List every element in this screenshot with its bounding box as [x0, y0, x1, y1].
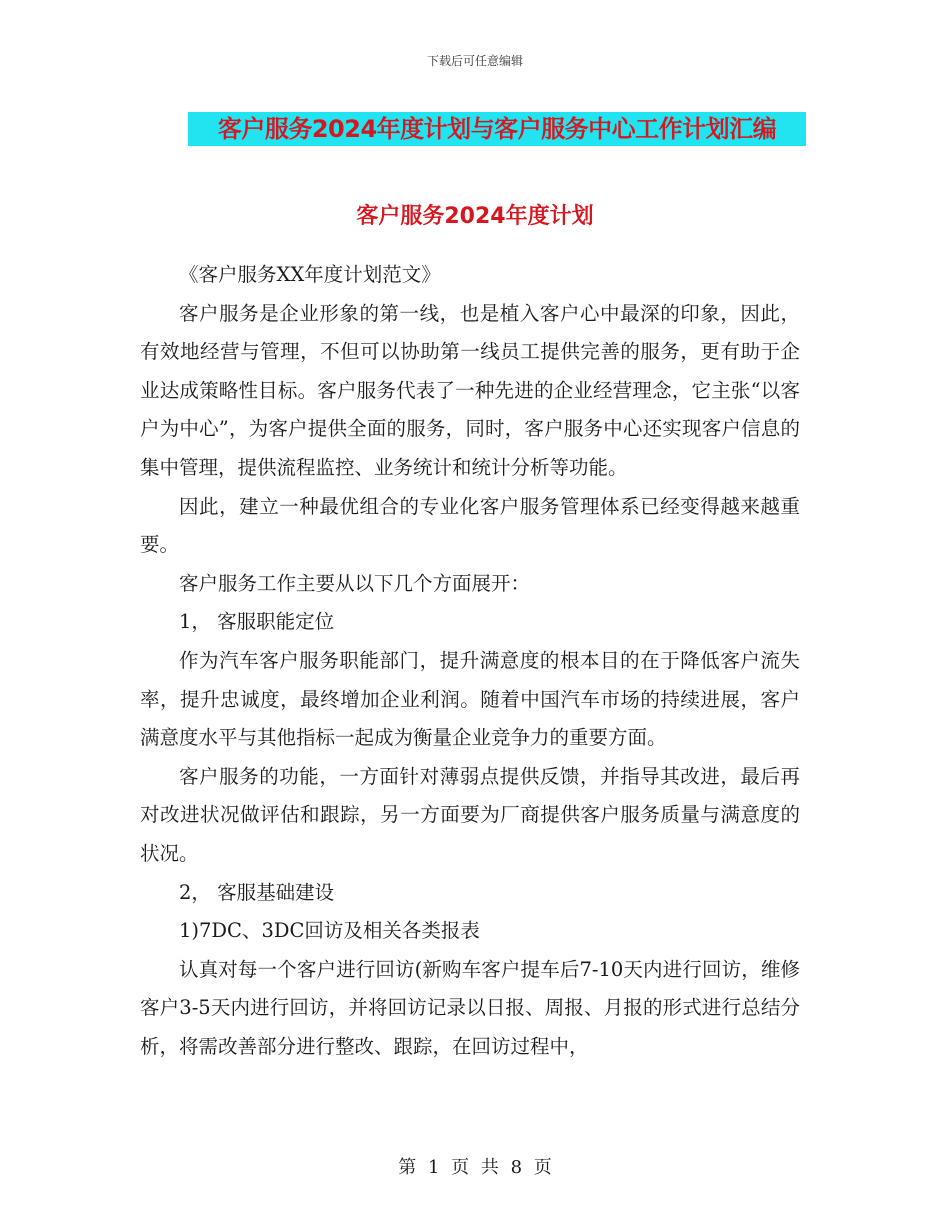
paragraph: 作为汽车客户服务职能部门，提升满意度的根本目的在于降低客户流失率，提升忠诚度，最终增加企业利润。随着中国汽车市场的持续进展，客户满意度水平与其他指标一起成为衡量企业竞争力的重要方面。 — [140, 648, 800, 750]
section-title: 客户服务2024年度计划 — [356, 204, 594, 229]
paragraph: 因此，建立一种最优组合的专业化客户服务管理体系已经变得越来越重要。 — [140, 494, 800, 557]
page-footer: 第 1 页 共 8 页 — [398, 1157, 552, 1178]
document-title: 客户服务2024年度计划与客户服务中心工作计划汇编 — [188, 112, 806, 146]
paragraph: 客户服务是企业形象的第一线，也是植入客户心中最深的印象，因此，有效地经营与管理，不但可以协助第一线员工提供完善的服务，更有助于企业达成策略性目标。客户服务代表了一种先进的企业经营理念，它主张“以客户为中心”，为客户提供全面的服务，同时，客户服务中心还实现客户信息的集中管理，提供流程监控、业务统计和统计分析等功能。 — [140, 301, 800, 479]
paragraph: 客户服务的功能，一方面针对薄弱点提供反馈，并指导其改进，最后再对改进状况做评估和跟踪，另一方面要为厂商提供客户服务质量与满意度的状况。 — [140, 764, 800, 865]
list-heading: 2， 客服基础建设 — [179, 880, 335, 904]
list-heading: 1， 客服职能定位 — [179, 610, 335, 634]
paragraph: 客户服务工作主要从以下几个方面展开： — [179, 571, 531, 595]
document-body — [140, 222, 800, 1066]
paragraph: 认真对每一个客户进行回访(新购车客户提车后7-10天内进行回访，维修客户3-5天内进行回访，并将回访记录以日报、周报、月报的形式进行总结分析，将需改善部分进行整改、跟踪，在回访过程中， — [140, 957, 800, 1058]
sub-heading: 1)7DC、3DC回访及相关各类报表 — [179, 919, 480, 943]
paragraph-reference: 《客户服务XX年度计划范文》 — [179, 263, 441, 286]
page-header-note: 下载后可任意编辑 — [426, 54, 523, 68]
